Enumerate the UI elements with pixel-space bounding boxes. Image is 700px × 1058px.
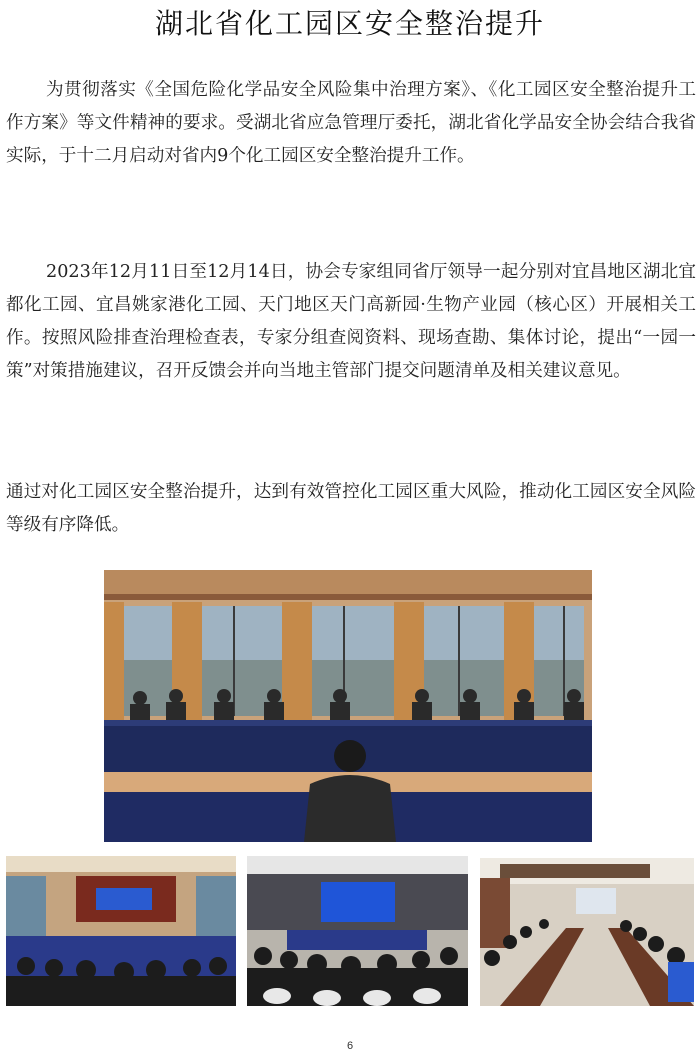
meeting-room-photo [104, 570, 592, 842]
conference-hall-photo-1 [6, 856, 236, 1006]
page-title: 湖北省化工园区安全整治提升 [154, 7, 545, 40]
paragraph-activities: 2023年12月11日至12月14日，协会专家组同省厅领导一起分别对宜昌地区湖北宜都化工园、宜昌姚家港化工园、天门地区天门高新园·生物产业园（核心区）开展相关工作。按照风险排查治理检查表，专家分组查阅资料、现场查勘、集体讨论，提出“一园一策”对策措施建议，召开反馈会并向当地主管部门提交问题清单及相关建议意见。 [6, 262, 696, 381]
paragraph-intro: 为贯彻落实《全国危险化学品安全风险集中治理方案》、《化工园区安全整治提升工作方案》等文件精神的要求。受湖北省应急管理厅委托，湖北省化学品安全协会结合我省实际，于十二月启动对省内9个化工园区安全整治提升工作。 [6, 80, 696, 166]
meeting-table-photo [480, 858, 694, 1006]
page-number: 6 [346, 1040, 354, 1052]
conference-hall-photo-2 [247, 856, 468, 1006]
paragraph-conclusion: 通过对化工园区安全整治提升，达到有效管控化工园区重大风险，推动化工园区安全风险等级有序降低。 [6, 482, 696, 535]
